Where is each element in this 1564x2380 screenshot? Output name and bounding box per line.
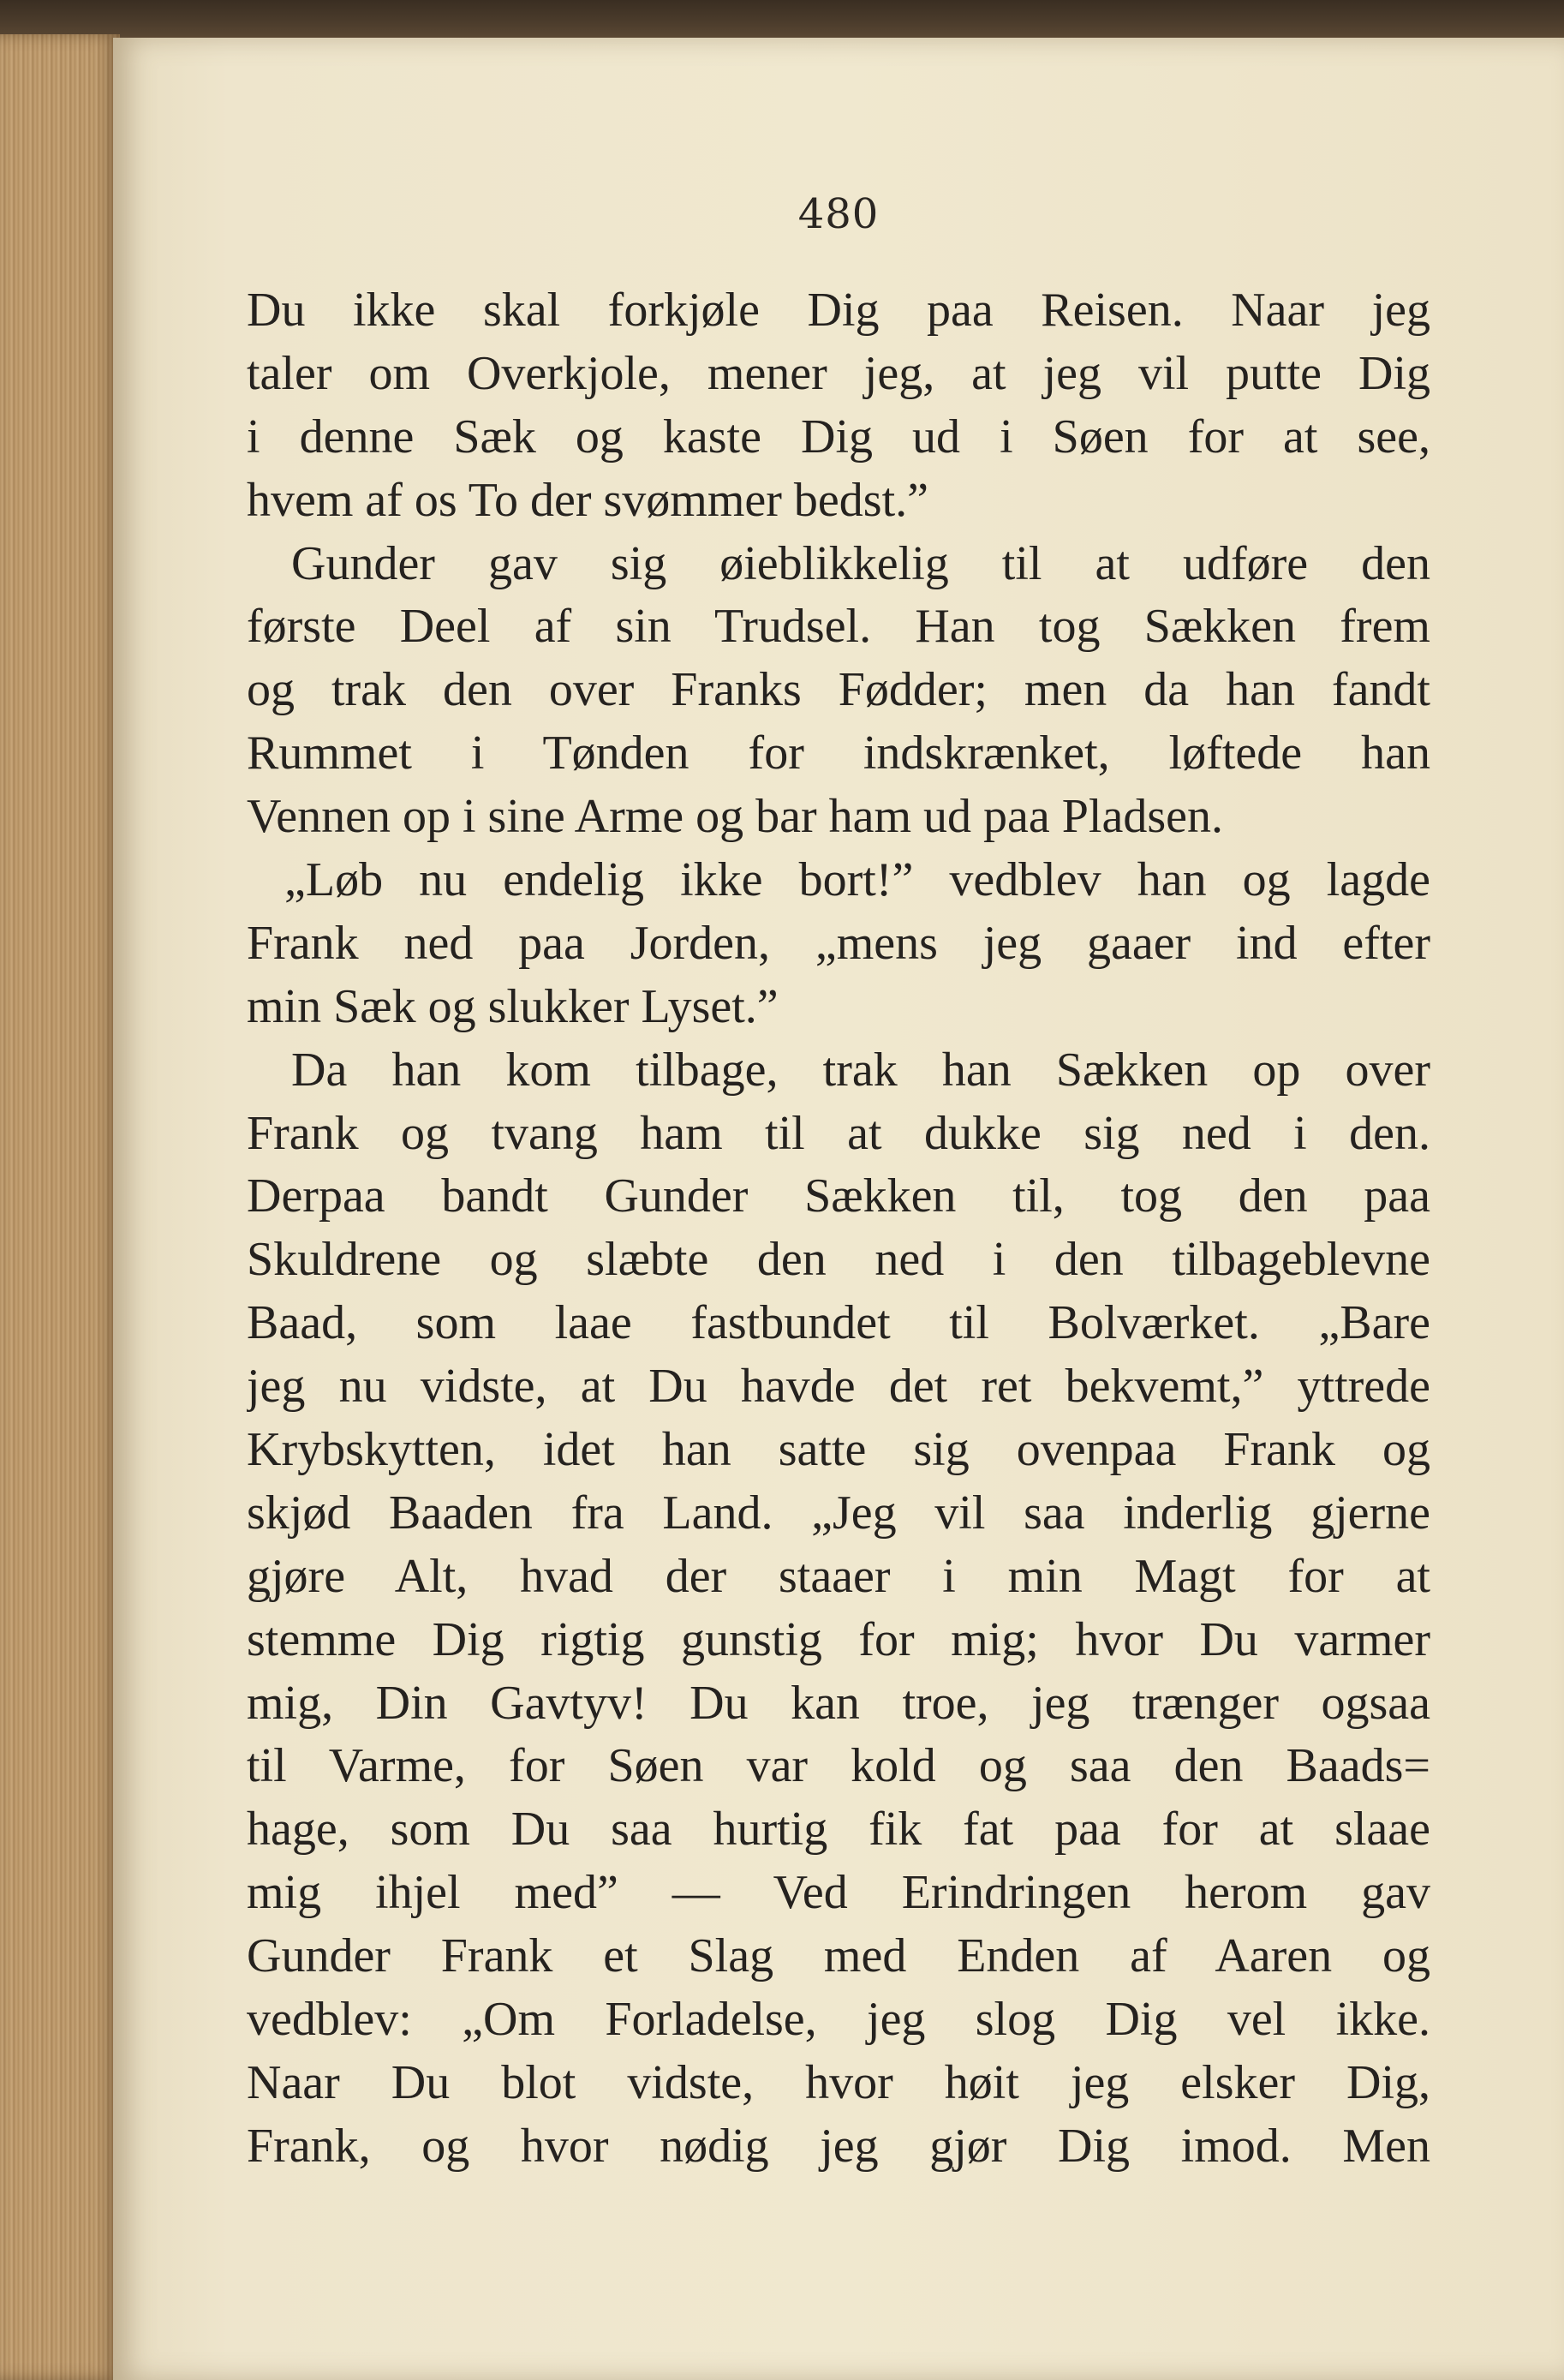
paragraph-start-line: Gunder gav sig øieblikkelig til at udføre den	[291, 536, 1430, 590]
top-binding-strip	[0, 0, 1564, 38]
text-line: Frank og tvang ham til at dukke sig ned i den.	[247, 1106, 1430, 1160]
paragraph-start-line: „Løb nu endelig ikke bort!” vedblev han og lagde	[284, 853, 1430, 907]
text-line: Gunder Frank et Slag med Enden af Aaren og	[247, 1929, 1430, 1983]
text-line: mig, Din Gavtyv! Du kan troe, jeg trænger ogsaa	[247, 1676, 1430, 1730]
text-line: Du ikke skal forkjøle Dig paa Reisen. Naar jeg	[247, 284, 1430, 337]
text-line: jeg nu vidste, at Du havde det ret bekvemt,” yttrede	[247, 1360, 1430, 1414]
page-number: 480	[797, 190, 880, 238]
text-line: i denne Sæk og kaste Dig ud i Søen for at see,	[247, 410, 1430, 463]
text-line: taler om Overkjole, mener jeg, at jeg vil putte Dig	[247, 346, 1430, 400]
text-line: skjød Baaden fra Land. „Jeg vil saa inderlig gjerne	[247, 1486, 1430, 1540]
text-line: Derpaa bandt Gunder Sækken til, tog den paa	[247, 1169, 1430, 1223]
text-line: stemme Dig rigtig gunstig for mig; hvor Du varmer	[247, 1612, 1430, 1666]
text-line: Frank, og hvor nødig jeg gjør Dig imod. Men	[247, 2119, 1430, 2173]
text-line: mig ihjel med” — Ved Erindringen herom gav	[247, 1866, 1430, 1920]
text-line: vedblev: „Om Forladelse, jeg slog Dig vel ikke.	[247, 1993, 1430, 2047]
text-line: Rummet i Tønden for indskrænket, løftede han	[247, 727, 1430, 780]
text-line: til Varme, for Søen var kold og saa den Baads=	[247, 1739, 1430, 1793]
page-edges	[0, 34, 120, 2380]
paragraph-start-line: Da han kom tilbage, trak han Sækken op over	[291, 1043, 1430, 1097]
text-line: Krybskytten, idet han satte sig ovenpaa Frank og	[247, 1423, 1430, 1477]
text-line: hage, som Du saa hurtig fik fat paa for at slaae	[247, 1803, 1430, 1857]
text-line: første Deel af sin Trudsel. Han tog Sækken frem	[247, 600, 1430, 654]
text-line: Skuldrene og slæbte den ned i den tilbageblevne	[247, 1233, 1430, 1287]
text-line: og trak den over Franks Fødder; men da han fandt	[247, 663, 1430, 717]
text-line: Frank ned paa Jorden, „mens jeg gaaer ind efter	[247, 916, 1430, 970]
text-line: min Sæk og slukker Lyset.”	[247, 979, 779, 1033]
text-line: hvem af os To der svømmer bedst.”	[247, 473, 928, 527]
text-line: Baad, som laae fastbundet til Bolværket. „Bare	[247, 1296, 1430, 1350]
text-line: Vennen op i sine Arme og bar ham ud paa Pladsen.	[247, 790, 1223, 844]
text-line: Naar Du blot vidste, hvor høit jeg elsker Dig,	[247, 2055, 1430, 2109]
text-line: gjøre Alt, hvad der staaer i min Magt for at	[247, 1549, 1430, 1603]
body-text	[247, 279, 1430, 2179]
